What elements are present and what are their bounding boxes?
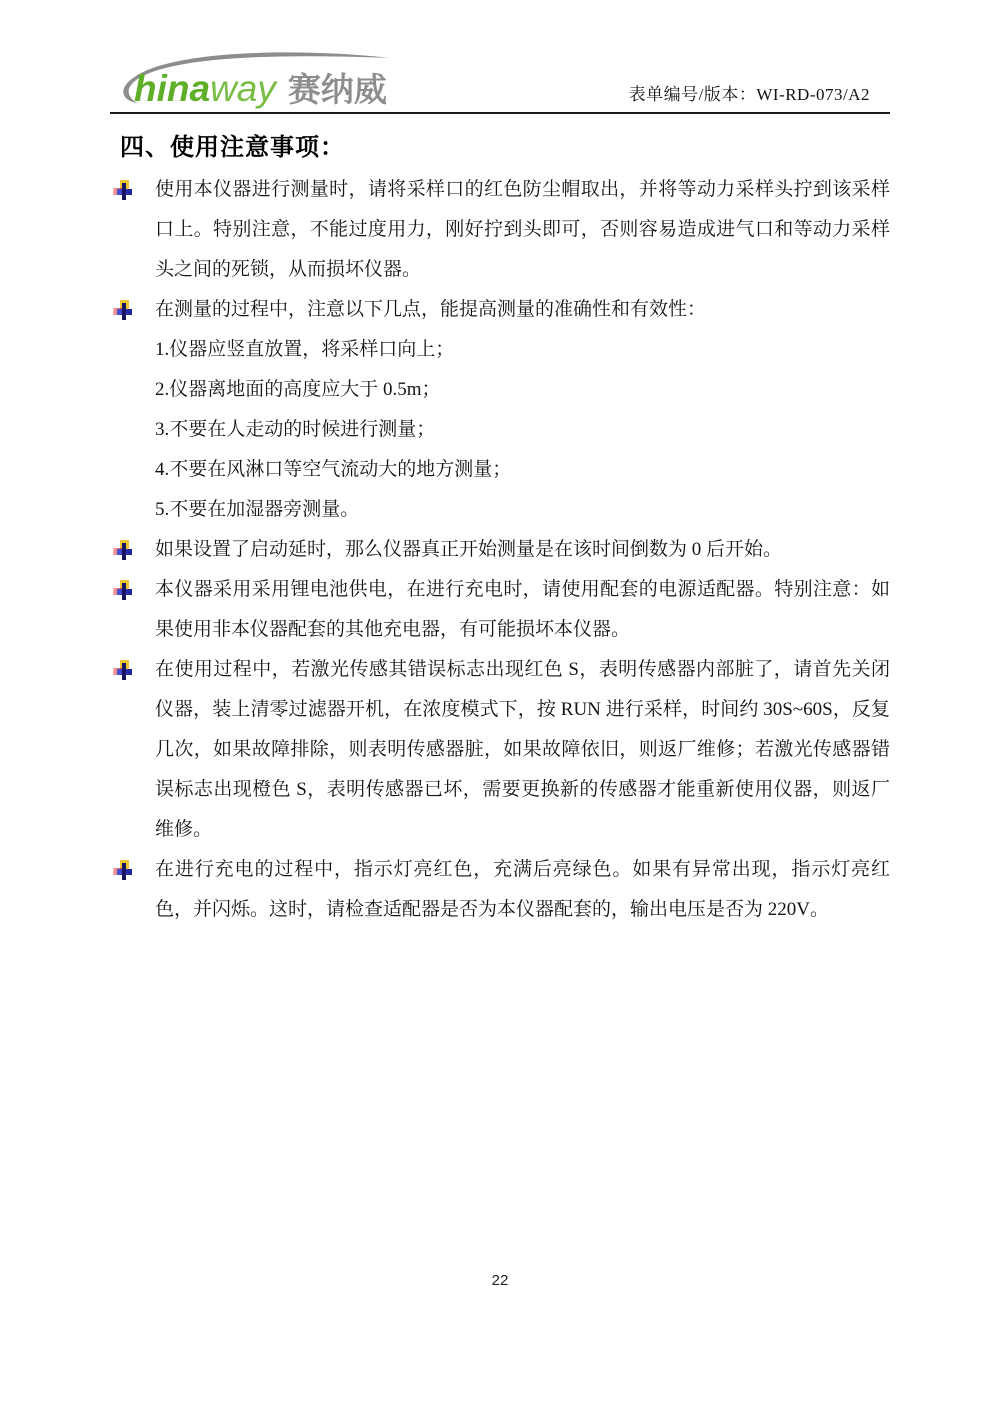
numbered-sub-item: 4.不要在风淋口等空气流动大的地方测量；	[155, 459, 512, 480]
bullet-text: 在进行充电的过程中，指示灯亮红色，充满后亮绿色。如果有异常出现，指示灯亮红色，并闪烁。这时，请检查适配器是否为本仪器配套的，输出电压是否为 220V。	[155, 859, 890, 920]
multicolor-dagger-bullet-icon	[113, 660, 134, 681]
logo-text	[134, 64, 387, 111]
bullet-text: 在使用过程中，若激光传感其错误标志出现红色 S，表明传感器内部脏了，请首先关闭仪器，装上清零过滤器开机，在浓度模式下，按 RUN 进行采样，时间约 30S~60S，反复几次，如果故障排除，则表明传感器脏，如果故障依旧，则返厂维修；若激光传感器错误标志出现橙色 S，表明传感器已坏，需要更换新的传感器才能重新使用仪器，则返厂维修。	[155, 659, 890, 840]
multicolor-dagger-bullet-icon	[113, 300, 134, 321]
logo-text-hina: hina	[134, 68, 211, 109]
list-item	[113, 290, 890, 530]
list-item	[113, 650, 890, 850]
multicolor-dagger-bullet-icon	[113, 180, 134, 201]
numbered-sub-item: 5.不要在加湿器旁测量。	[155, 499, 360, 520]
document-body	[113, 170, 890, 930]
list-item	[113, 850, 890, 930]
logo-text-way: way	[210, 68, 276, 109]
multicolor-dagger-bullet-icon	[113, 860, 134, 881]
doc-code-label: 表单编号/版本：WI-RD-073/A2	[628, 85, 870, 104]
numbered-sub-item: 2.仪器离地面的高度应大于 0.5m；	[155, 379, 441, 400]
multicolor-dagger-bullet-icon	[113, 540, 134, 561]
multicolor-dagger-bullet-icon	[113, 580, 134, 601]
list-item	[113, 170, 890, 290]
list-item	[113, 530, 890, 570]
numbered-sub-item: 3.不要在人走动的时候进行测量；	[155, 419, 436, 440]
chinaway-logo	[106, 48, 426, 112]
bullet-text: 在测量的过程中，注意以下几点，能提高测量的准确性和有效性：	[155, 299, 707, 320]
logo-text-cn: 赛纳威	[287, 71, 387, 108]
header-divider	[110, 112, 890, 114]
list-item	[113, 570, 890, 650]
page-number: 22	[491, 1272, 509, 1289]
bullet-text: 如果设置了启动延时，那么仪器真正开始测量是在该时间倒数为 0 后开始。	[155, 539, 783, 560]
numbered-sub-item: 1.仪器应竖直放置，将采样口向上；	[155, 339, 455, 360]
bullet-text: 本仪器采用采用锂电池供电，在进行充电时，请使用配套的电源适配器。特别注意：如果使用非本仪器配套的其他充电器，有可能损坏本仪器。	[155, 579, 890, 640]
bullet-text: 使用本仪器进行测量时，请将采样口的红色防尘帽取出，并将等动力采样头拧到该采样口上。特别注意，不能过度用力，刚好拧到头即可，否则容易造成进气口和等动力采样头之间的死锁，从而损坏仪器。	[155, 179, 890, 280]
section-title: 四、使用注意事项：	[120, 135, 345, 161]
